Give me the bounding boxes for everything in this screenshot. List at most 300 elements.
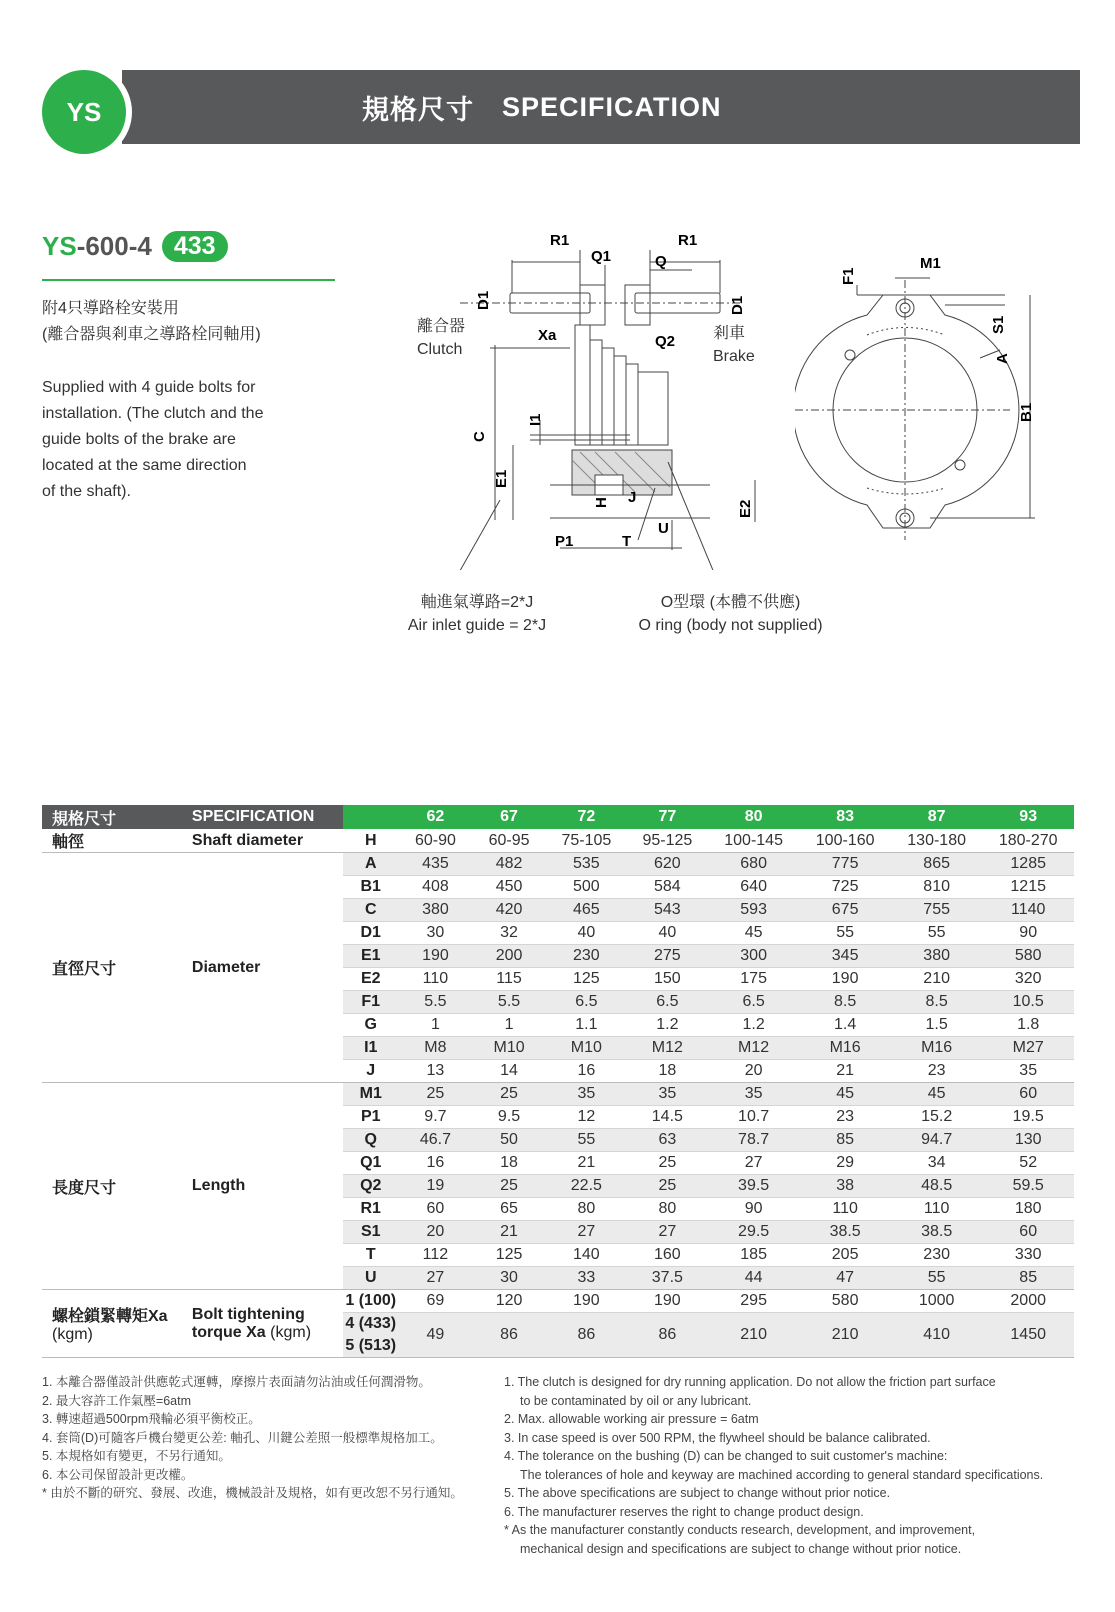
cell: 482	[472, 853, 546, 876]
front-view-drawing	[795, 250, 1055, 550]
cell: 19.5	[982, 1106, 1074, 1129]
cell: 22.5	[546, 1175, 627, 1198]
cell: 86	[627, 1313, 708, 1358]
cell: 18	[627, 1060, 708, 1083]
header-zh: 規格尺寸	[42, 805, 182, 829]
cell: 1450	[982, 1313, 1074, 1358]
cell: 1.5	[891, 1014, 983, 1037]
cell: 180-270	[982, 829, 1074, 853]
size-col: 83	[799, 805, 891, 829]
header-sym	[343, 805, 399, 829]
cell: 25	[399, 1083, 473, 1106]
cell: 410	[891, 1313, 983, 1358]
cell: 5.5	[399, 991, 473, 1014]
cell: 86	[546, 1313, 627, 1358]
cell: 80	[546, 1198, 627, 1221]
cell: 45	[708, 922, 800, 945]
cell: 1.1	[546, 1014, 627, 1037]
brake-label	[713, 322, 755, 368]
clutch-en: Clutch	[417, 341, 463, 358]
dim-m1: M1	[920, 255, 941, 272]
cell: 85	[799, 1129, 891, 1152]
cell: 21	[799, 1060, 891, 1083]
cell: 150	[627, 968, 708, 991]
row-symbol: T	[343, 1244, 399, 1267]
diameter-label-zh: 直徑尺寸	[42, 853, 182, 1083]
cell: M8	[399, 1037, 473, 1060]
cell: 465	[546, 899, 627, 922]
cell: 6.5	[546, 991, 627, 1014]
notes-en	[504, 1373, 1084, 1558]
cell: 38	[799, 1175, 891, 1198]
dim-q: Q	[655, 253, 667, 270]
cell: 205	[799, 1244, 891, 1267]
cell: 44	[708, 1267, 800, 1290]
cell: 190	[627, 1290, 708, 1313]
cell: 584	[627, 876, 708, 899]
model-name: -600-4	[76, 231, 152, 261]
cell: 35	[982, 1060, 1074, 1083]
dim-q2: Q2	[655, 333, 676, 350]
cell: 755	[891, 899, 983, 922]
intro-en-line: installation. (The clutch and the	[42, 405, 264, 422]
cell: 2000	[982, 1290, 1074, 1313]
cell: 435	[399, 853, 473, 876]
model-title	[42, 231, 228, 262]
note-zh: 3. 轉速超過500rpm飛輪必須平衡校正。	[42, 1412, 261, 1426]
cell: 27	[627, 1221, 708, 1244]
cell: 210	[708, 1313, 800, 1358]
note-en: to be contaminated by oil or any lubricant.	[520, 1393, 752, 1408]
note-en: The tolerances of hole and keyway are machined according to general standard specifications.	[520, 1467, 1044, 1482]
cell: 55	[799, 922, 891, 945]
torque-zh-cell	[42, 1290, 182, 1358]
diameter-group	[42, 853, 1074, 1083]
cell: 40	[546, 922, 627, 945]
torque-en2: torque Xa	[191, 1323, 266, 1341]
note-en: 1. The clutch is designed for dry running application. Do not allow the friction part surface	[504, 1375, 996, 1389]
side-view-drawing	[400, 230, 770, 570]
cell: 30	[472, 1267, 546, 1290]
size-col: 77	[627, 805, 708, 829]
cell: 60	[399, 1198, 473, 1221]
torque-sym-a: 4 (433)	[345, 1315, 397, 1332]
cell: 55	[891, 1267, 983, 1290]
cell: 14.5	[627, 1106, 708, 1129]
note-en: mechanical design and specifications are subject to change without prior notice.	[520, 1541, 962, 1556]
dim-c: C	[471, 431, 488, 442]
cell: 9.7	[399, 1106, 473, 1129]
cell: 300	[708, 945, 800, 968]
note-zh: 2. 最大容許工作氣壓=6atm	[42, 1393, 191, 1408]
cell: 65	[472, 1198, 546, 1221]
table-header-row	[42, 805, 1074, 829]
cell: 125	[472, 1244, 546, 1267]
cell: 1	[399, 1014, 473, 1037]
cell: 25	[627, 1175, 708, 1198]
dim-d1-right: D1	[729, 295, 746, 315]
dim-e1: E1	[493, 469, 510, 488]
row-symbol: Q	[343, 1129, 399, 1152]
table-row	[42, 853, 1074, 876]
cell: M16	[891, 1037, 983, 1060]
intro-en-line: located at the same direction	[42, 457, 247, 474]
cell: 345	[799, 945, 891, 968]
cell: 23	[799, 1106, 891, 1129]
size-col: 67	[472, 805, 546, 829]
cell: 55	[546, 1129, 627, 1152]
cell: 593	[708, 899, 800, 922]
cell: 14	[472, 1060, 546, 1083]
cell: 190	[799, 968, 891, 991]
cell: 12	[546, 1106, 627, 1129]
cell: 25	[472, 1175, 546, 1198]
clutch-zh: 離合器	[417, 318, 466, 335]
note-en: 3. In case speed is over 500 RPM, the flywheel should be balance calibrated.	[504, 1430, 931, 1445]
row-symbol	[343, 1313, 399, 1358]
torque-en: Bolt tightening	[191, 1305, 305, 1323]
cell: 1285	[982, 853, 1074, 876]
cell: 63	[627, 1129, 708, 1152]
cell: 295	[708, 1290, 800, 1313]
cell: 13	[399, 1060, 473, 1083]
cell: 90	[708, 1198, 800, 1221]
dim-h: H	[593, 497, 610, 508]
table-row-torque-1	[42, 1290, 1074, 1313]
length-label-zh: 長度尺寸	[42, 1083, 182, 1290]
intro-en	[42, 375, 312, 505]
cell: 38.5	[799, 1221, 891, 1244]
shaft-en: Shaft diameter	[182, 829, 343, 853]
cell: 52	[982, 1152, 1074, 1175]
cell: 450	[472, 876, 546, 899]
cell: 175	[708, 968, 800, 991]
cell: 16	[546, 1060, 627, 1083]
torque-zh-unit: (kgm)	[52, 1326, 93, 1343]
cell: 35	[546, 1083, 627, 1106]
cell: 1.2	[627, 1014, 708, 1037]
note-en: 4. The tolerance on the bushing (D) can be changed to suit customer's machine:	[504, 1449, 948, 1463]
dim-a: A	[994, 353, 1011, 364]
cell: 112	[399, 1244, 473, 1267]
dim-u: U	[658, 520, 669, 537]
torque-en-cell	[182, 1290, 343, 1358]
size-col: 72	[546, 805, 627, 829]
cell: 33	[546, 1267, 627, 1290]
cell: 30	[399, 922, 473, 945]
cell: M27	[982, 1037, 1074, 1060]
cell: 380	[399, 899, 473, 922]
cell: 810	[891, 876, 983, 899]
cell: 6.5	[708, 991, 800, 1014]
torque-zh: 螺栓鎖緊轉矩Xa	[52, 1308, 168, 1325]
cell: 45	[891, 1083, 983, 1106]
cell: 125	[546, 968, 627, 991]
shaft-zh: 軸徑	[42, 829, 182, 853]
cell: 620	[627, 853, 708, 876]
cell: 15.2	[891, 1106, 983, 1129]
intro-zh-line: 附4只導路栓安裝用	[42, 300, 179, 317]
row-symbol: Q1	[343, 1152, 399, 1175]
cell: 37.5	[627, 1267, 708, 1290]
cell: M16	[799, 1037, 891, 1060]
cell: 29	[799, 1152, 891, 1175]
row-symbol: H	[343, 829, 399, 853]
cell: M12	[708, 1037, 800, 1060]
cell: 110	[891, 1198, 983, 1221]
cell: 29.5	[708, 1221, 800, 1244]
size-col: 93	[982, 805, 1074, 829]
cell: 5.5	[472, 991, 546, 1014]
cell: 69	[399, 1290, 473, 1313]
dim-xa: Xa	[538, 327, 557, 344]
cell: 190	[399, 945, 473, 968]
notes-zh	[42, 1373, 512, 1503]
cell: 55	[891, 922, 983, 945]
brake-zh: 剎車	[713, 325, 746, 342]
torque-sym-b: 5 (513)	[345, 1337, 397, 1354]
cell: 420	[472, 899, 546, 922]
dim-t: T	[622, 533, 632, 550]
cell: 25	[472, 1083, 546, 1106]
oring-label	[628, 591, 833, 637]
cell: 640	[708, 876, 800, 899]
cell: 27	[708, 1152, 800, 1175]
cell: 34	[891, 1152, 983, 1175]
header-en: SPECIFICATION	[182, 805, 343, 829]
cell: 1	[472, 1014, 546, 1037]
cell: 20	[399, 1221, 473, 1244]
model-underline	[42, 279, 335, 281]
dim-f1: F1	[840, 267, 857, 285]
cell: 543	[627, 899, 708, 922]
cell: 380	[891, 945, 983, 968]
cell: 140	[546, 1244, 627, 1267]
cell: 46.7	[399, 1129, 473, 1152]
row-symbol: G	[343, 1014, 399, 1037]
row-symbol: E1	[343, 945, 399, 968]
note-en: * As the manufacturer constantly conducts research, development, and improvement,	[504, 1523, 976, 1537]
cell: 48.5	[891, 1175, 983, 1198]
intro-zh	[42, 296, 261, 348]
cell: 9.5	[472, 1106, 546, 1129]
clutch-label	[417, 315, 465, 361]
cell: 100-145	[708, 829, 800, 853]
cell: 60	[982, 1083, 1074, 1106]
note-en: 5. The above specifications are subject to change without prior notice.	[504, 1486, 891, 1500]
row-symbol: J	[343, 1060, 399, 1083]
cell: 21	[546, 1152, 627, 1175]
cell: 40	[627, 922, 708, 945]
cell: 408	[399, 876, 473, 899]
cell: 675	[799, 899, 891, 922]
cell: 27	[399, 1267, 473, 1290]
cell: 90	[982, 922, 1074, 945]
cell: 775	[799, 853, 891, 876]
brake-en: Brake	[713, 348, 755, 365]
cell: 60	[982, 1221, 1074, 1244]
cell: 23	[891, 1060, 983, 1083]
cell: 21	[472, 1221, 546, 1244]
cell: M10	[472, 1037, 546, 1060]
model-prefix: YS	[42, 231, 77, 261]
cell: 35	[627, 1083, 708, 1106]
cell: 1.2	[708, 1014, 800, 1037]
length-group	[42, 1083, 1074, 1290]
cell: 86	[472, 1313, 546, 1358]
cell: 200	[472, 945, 546, 968]
row-symbol: 1 (100)	[343, 1290, 399, 1313]
cell: 16	[399, 1152, 473, 1175]
cell: 865	[891, 853, 983, 876]
diameter-label-en: Diameter	[182, 853, 343, 1083]
table-row	[42, 1083, 1074, 1106]
model-badge: 433	[162, 231, 228, 262]
cell: 94.7	[891, 1129, 983, 1152]
oring-en: O ring (body not supplied)	[638, 617, 823, 634]
cell: 230	[891, 1244, 983, 1267]
cell: 18	[472, 1152, 546, 1175]
note-en: 2. Max. allowable working air pressure = 6atm	[504, 1412, 759, 1426]
cell: 75-105	[546, 829, 627, 853]
cell: 1000	[891, 1290, 983, 1313]
cell: 580	[982, 945, 1074, 968]
cell: M12	[627, 1037, 708, 1060]
length-label-en: Length	[182, 1083, 343, 1290]
cell: 680	[708, 853, 800, 876]
intro-zh-line: (離合器與剎車之導路栓同軸用)	[42, 326, 261, 343]
row-symbol: A	[343, 853, 399, 876]
torque-en-unit: (kgm)	[270, 1323, 312, 1341]
cell: 580	[799, 1290, 891, 1313]
cell: 38.5	[891, 1221, 983, 1244]
table-row-shaft	[42, 829, 1074, 853]
row-symbol: I1	[343, 1037, 399, 1060]
cell: 35	[708, 1083, 800, 1106]
cell: 110	[399, 968, 473, 991]
cell: 95-125	[627, 829, 708, 853]
cell: 115	[472, 968, 546, 991]
cell: 10.7	[708, 1106, 800, 1129]
size-col: 62	[399, 805, 473, 829]
cell: 185	[708, 1244, 800, 1267]
size-col: 80	[708, 805, 800, 829]
air-inlet-label	[402, 591, 552, 637]
cell: 1.8	[982, 1014, 1074, 1037]
page-title	[122, 70, 1080, 144]
cell: 32	[472, 922, 546, 945]
cell: 1215	[982, 876, 1074, 899]
title-zh: 規格尺寸	[362, 94, 474, 125]
cell: 27	[546, 1221, 627, 1244]
row-symbol: Q2	[343, 1175, 399, 1198]
cell: 180	[982, 1198, 1074, 1221]
cell: 275	[627, 945, 708, 968]
dim-r1-left: R1	[550, 232, 570, 249]
row-symbol: B1	[343, 876, 399, 899]
row-symbol: P1	[343, 1106, 399, 1129]
cell: 25	[627, 1152, 708, 1175]
row-symbol: U	[343, 1267, 399, 1290]
note-en: 6. The manufacturer reserves the right to change product design.	[504, 1504, 864, 1519]
intro-en-line: guide bolts of the brake are	[42, 431, 236, 448]
cell: 330	[982, 1244, 1074, 1267]
cell: 230	[546, 945, 627, 968]
cell: 100-160	[799, 829, 891, 853]
note-zh: 5. 本規格如有變更，不另行通知。	[42, 1449, 231, 1463]
cell: 500	[546, 876, 627, 899]
cell: 20	[708, 1060, 800, 1083]
row-symbol: C	[343, 899, 399, 922]
cell: 59.5	[982, 1175, 1074, 1198]
cell: 130	[982, 1129, 1074, 1152]
cell: 130-180	[891, 829, 983, 853]
note-zh: 1. 本離合器僅設計供應乾式運轉，摩擦片表面請勿沾油或任何潤滑物。	[42, 1375, 431, 1389]
dim-q1: Q1	[591, 248, 612, 265]
cell: 39.5	[708, 1175, 800, 1198]
dim-i1: I1	[527, 413, 544, 426]
cell: 120	[472, 1290, 546, 1313]
cell: 47	[799, 1267, 891, 1290]
cell: 1.4	[799, 1014, 891, 1037]
cell: 78.7	[708, 1129, 800, 1152]
cell: 85	[982, 1267, 1074, 1290]
cell: 50	[472, 1129, 546, 1152]
cell: 10.5	[982, 991, 1074, 1014]
dim-b1: B1	[1018, 402, 1035, 422]
dim-s1: S1	[990, 315, 1007, 334]
cell: 725	[799, 876, 891, 899]
dim-d1-left: D1	[475, 290, 492, 310]
cell: 110	[799, 1198, 891, 1221]
title-en: SPECIFICATION	[502, 91, 722, 122]
cell: 45	[799, 1083, 891, 1106]
row-symbol: S1	[343, 1221, 399, 1244]
air-inlet-en: Air inlet guide = 2*J	[407, 617, 547, 634]
row-symbol: D1	[343, 922, 399, 945]
intro-en-line: Supplied with 4 guide bolts for	[42, 379, 256, 396]
dim-e2: E2	[737, 499, 754, 518]
note-zh: 4. 套筒(D)可隨客戶機台變更公差: 軸孔、川鍵公差照一般標準規格加工。	[42, 1430, 443, 1445]
cell: 6.5	[627, 991, 708, 1014]
cell: 160	[627, 1244, 708, 1267]
cell: 1140	[982, 899, 1074, 922]
cell: 190	[546, 1290, 627, 1313]
cell: 210	[891, 968, 983, 991]
dim-r1-right: R1	[678, 232, 698, 249]
row-symbol: F1	[343, 991, 399, 1014]
dim-p1: P1	[555, 533, 574, 550]
cell: 80	[627, 1198, 708, 1221]
cell: 535	[546, 853, 627, 876]
intro-en-line: of the shaft).	[42, 483, 131, 500]
spec-table	[42, 805, 1074, 1358]
row-symbol: E2	[343, 968, 399, 991]
row-symbol: R1	[343, 1198, 399, 1221]
dim-j: J	[628, 489, 637, 506]
cell: 210	[799, 1313, 891, 1358]
cell: 19	[399, 1175, 473, 1198]
row-symbol: M1	[343, 1083, 399, 1106]
air-inlet-zh: 軸進氣導路=2*J	[420, 594, 534, 611]
oring-zh: O型環 (本體不供應)	[660, 594, 801, 611]
cell: 320	[982, 968, 1074, 991]
cell: 8.5	[891, 991, 983, 1014]
cell: 8.5	[799, 991, 891, 1014]
note-zh: 6. 本公司保留設計更改權。	[42, 1467, 194, 1482]
note-zh: * 由於不斷的研究、發展、改進，機械設計及規格，如有更改恕不另行通知。	[42, 1486, 463, 1500]
ys-logo: YS	[42, 70, 126, 154]
